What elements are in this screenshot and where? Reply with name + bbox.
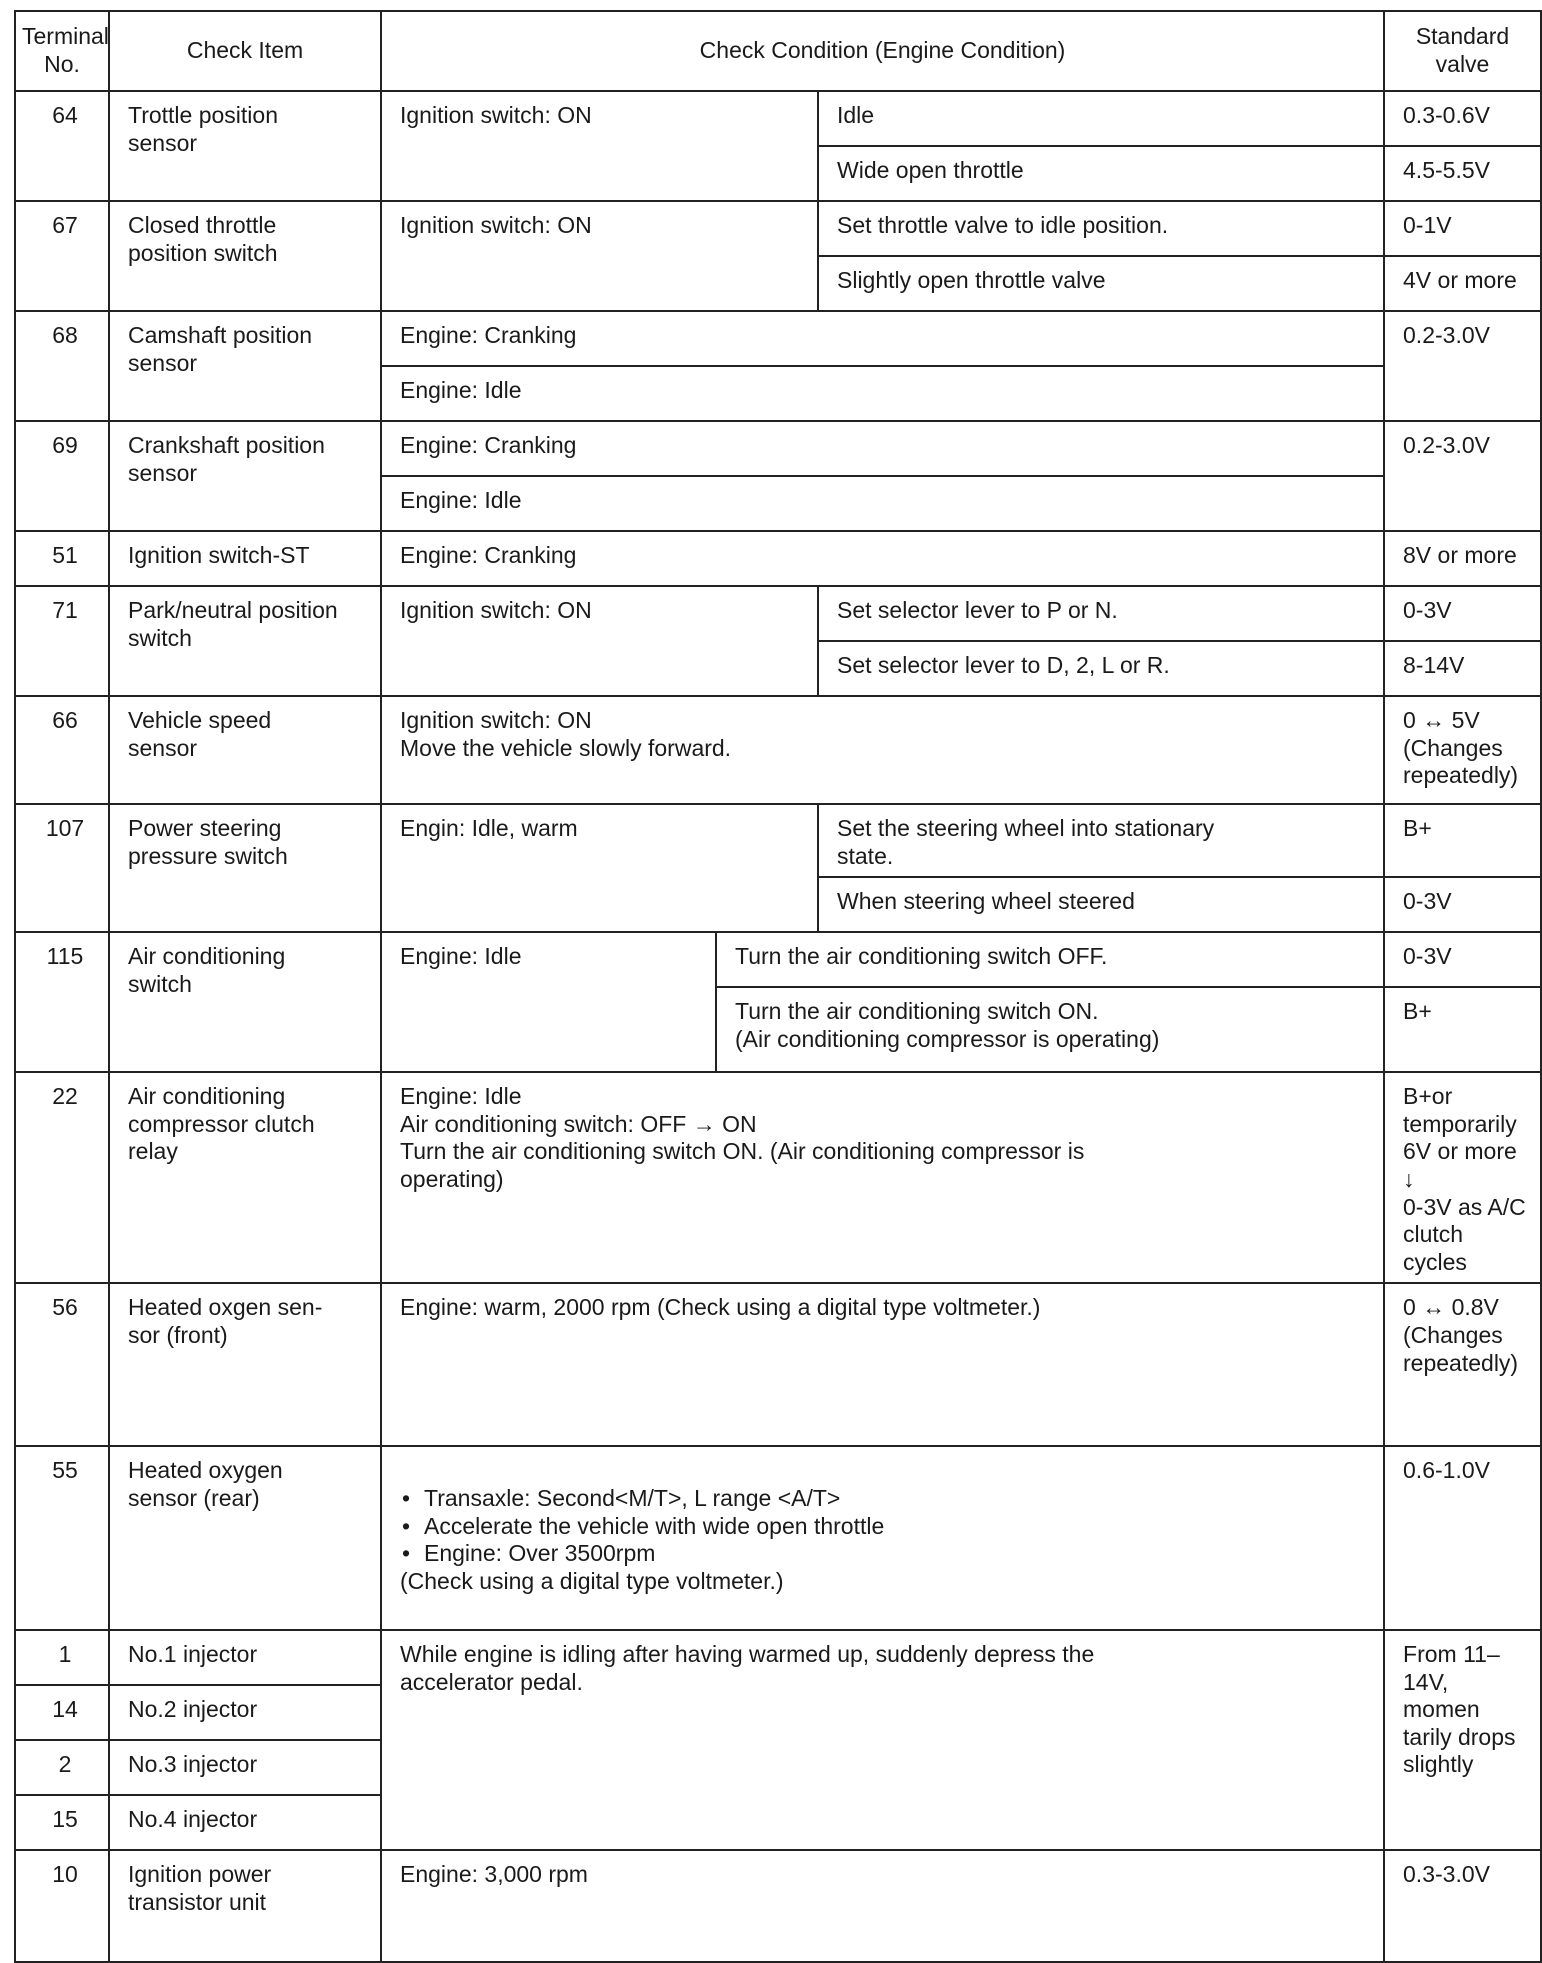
standard-value: B+ xyxy=(1384,804,1541,877)
standard-value: 0.2-3.0V xyxy=(1384,311,1541,421)
check-condition: Engine: Cranking xyxy=(381,421,1384,476)
terminal-number: 10 xyxy=(15,1850,109,1962)
table-row xyxy=(15,804,1541,877)
terminal-number: 2 xyxy=(15,1740,109,1795)
table-row xyxy=(15,1850,1541,1962)
standard-value: 0.2-3.0V xyxy=(1384,421,1541,531)
standard-value: 0-3V xyxy=(1384,932,1541,987)
sub-condition: Wide open throttle xyxy=(818,146,1384,201)
terminal-number: 71 xyxy=(15,586,109,696)
check-item: Air conditioning compressor clutch relay xyxy=(109,1072,381,1283)
sub-condition: Slightly open throttle valve xyxy=(818,256,1384,311)
check-item: Ignition switch-ST xyxy=(109,531,381,586)
table-row xyxy=(15,311,1541,366)
standard-value: 0-3V xyxy=(1384,877,1541,932)
list-item: • Accelerate the vehicle with wide open throttle xyxy=(424,1513,1371,1541)
table-row xyxy=(15,201,1541,256)
sub-condition: When steering wheel steered xyxy=(818,877,1384,932)
table-row xyxy=(15,586,1541,641)
standard-value: 0-1V xyxy=(1384,201,1541,256)
check-condition: Engin: Idle, warm xyxy=(381,804,818,932)
header-standard-value: Standard valve xyxy=(1384,11,1541,91)
sub-condition: Set selector lever to P or N. xyxy=(818,586,1384,641)
check-condition xyxy=(381,1446,1384,1630)
check-condition: Ignition switch: ON Move the vehicle slowly forward. xyxy=(381,696,1384,804)
standard-value: B+or temporarily 6V or more ↓ 0-3V as A/C clutch cycles xyxy=(1384,1072,1541,1283)
sub-condition: Set the steering wheel into stationary state. xyxy=(818,804,1384,877)
standard-value: B+ xyxy=(1384,987,1541,1072)
check-condition: Engine: Idle xyxy=(381,366,1384,421)
condition-note: (Check using a digital type voltmeter.) xyxy=(400,1567,784,1594)
standard-value: 0-3V xyxy=(1384,586,1541,641)
check-item: Trottle position sensor xyxy=(109,91,381,201)
check-item: Heated oxgen sen- sor (front) xyxy=(109,1283,381,1446)
sub-condition: Set selector lever to D, 2, L or R. xyxy=(818,641,1384,696)
bullet-list xyxy=(400,1485,1371,1568)
standard-value: 0 ↔ 5V (Changes repeatedly) xyxy=(1384,696,1541,804)
check-condition: Engine: Idle xyxy=(381,932,716,1072)
standard-value: 4.5-5.5V xyxy=(1384,146,1541,201)
terminal-number: 56 xyxy=(15,1283,109,1446)
table-row xyxy=(15,932,1541,987)
table-row xyxy=(15,1283,1541,1446)
check-condition: Engine: Cranking xyxy=(381,311,1384,366)
check-condition: Engine: Cranking xyxy=(381,531,1384,586)
check-condition: Ignition switch: ON xyxy=(381,201,818,311)
check-item: Ignition power transistor unit xyxy=(109,1850,381,1962)
check-item: Heated oxygen sensor (rear) xyxy=(109,1446,381,1630)
header-terminal: Terminal No. xyxy=(15,11,109,91)
sub-condition: Idle xyxy=(818,91,1384,146)
terminal-number: 1 xyxy=(15,1630,109,1685)
terminal-number: 69 xyxy=(15,421,109,531)
header-check-condition: Check Condition (Engine Condition) xyxy=(381,11,1384,91)
standard-value: From 11– 14V, momen tarily drops slightly xyxy=(1384,1630,1541,1850)
terminal-number: 115 xyxy=(15,932,109,1072)
table-row xyxy=(15,91,1541,146)
terminal-number: 22 xyxy=(15,1072,109,1283)
page xyxy=(14,10,1526,1915)
check-condition: Engine: Idle Air conditioning switch: OFF → ON Turn the air conditioning switch ON. (Air conditioning compressor is operating) xyxy=(381,1072,1384,1283)
check-condition: Engine: warm, 2000 rpm (Check using a digital type voltmeter.) xyxy=(381,1283,1384,1446)
terminal-number: 51 xyxy=(15,531,109,586)
check-condition: Engine: 3,000 rpm xyxy=(381,1850,1384,1962)
standard-value: 0 ↔ 0.8V (Changes repeatedly) xyxy=(1384,1283,1541,1446)
standard-value: 4V or more xyxy=(1384,256,1541,311)
check-item: Power steering pressure switch xyxy=(109,804,381,932)
standard-value: 0.6-1.0V xyxy=(1384,1446,1541,1630)
check-item: No.3 injector xyxy=(109,1740,381,1795)
terminal-number: 55 xyxy=(15,1446,109,1630)
terminal-number: 68 xyxy=(15,311,109,421)
check-item: No.1 injector xyxy=(109,1630,381,1685)
check-item: Air conditioning switch xyxy=(109,932,381,1072)
check-item: Camshaft position sensor xyxy=(109,311,381,421)
sub-condition: Turn the air conditioning switch ON. (Air conditioning compressor is operating) xyxy=(716,987,1384,1072)
header-row xyxy=(15,11,1541,91)
standard-value: 0.3-0.6V xyxy=(1384,91,1541,146)
check-condition: While engine is idling after having warmed up, suddenly depress the accelerator pedal. xyxy=(381,1630,1384,1850)
inspection-table xyxy=(14,10,1542,1963)
terminal-number: 67 xyxy=(15,201,109,311)
check-condition: Ignition switch: ON xyxy=(381,586,818,696)
check-condition: Ignition switch: ON xyxy=(381,91,818,201)
terminal-number: 14 xyxy=(15,1685,109,1740)
table-row xyxy=(15,531,1541,586)
table-row xyxy=(15,1446,1541,1630)
sub-condition: Turn the air conditioning switch OFF. xyxy=(716,932,1384,987)
sub-condition: Set throttle valve to idle position. xyxy=(818,201,1384,256)
check-item: No.2 injector xyxy=(109,1685,381,1740)
check-condition: Engine: Idle xyxy=(381,476,1384,531)
header-check-item: Check Item xyxy=(109,11,381,91)
check-item: Vehicle speed sensor xyxy=(109,696,381,804)
table-row xyxy=(15,1630,1541,1685)
standard-value: 8-14V xyxy=(1384,641,1541,696)
terminal-number: 15 xyxy=(15,1795,109,1850)
check-item: No.4 injector xyxy=(109,1795,381,1850)
table-row xyxy=(15,421,1541,476)
list-item: • Transaxle: Second<M/T>, L range <A/T> xyxy=(424,1485,1371,1513)
terminal-number: 107 xyxy=(15,804,109,932)
standard-value: 8V or more xyxy=(1384,531,1541,586)
standard-value: 0.3-3.0V xyxy=(1384,1850,1541,1962)
check-item: Closed throttle position switch xyxy=(109,201,381,311)
check-item: Park/neutral position switch xyxy=(109,586,381,696)
list-item: • Engine: Over 3500rpm xyxy=(424,1540,1371,1568)
check-item: Crankshaft position sensor xyxy=(109,421,381,531)
table-row xyxy=(15,696,1541,804)
table-row xyxy=(15,1072,1541,1283)
terminal-number: 64 xyxy=(15,91,109,201)
terminal-number: 66 xyxy=(15,696,109,804)
